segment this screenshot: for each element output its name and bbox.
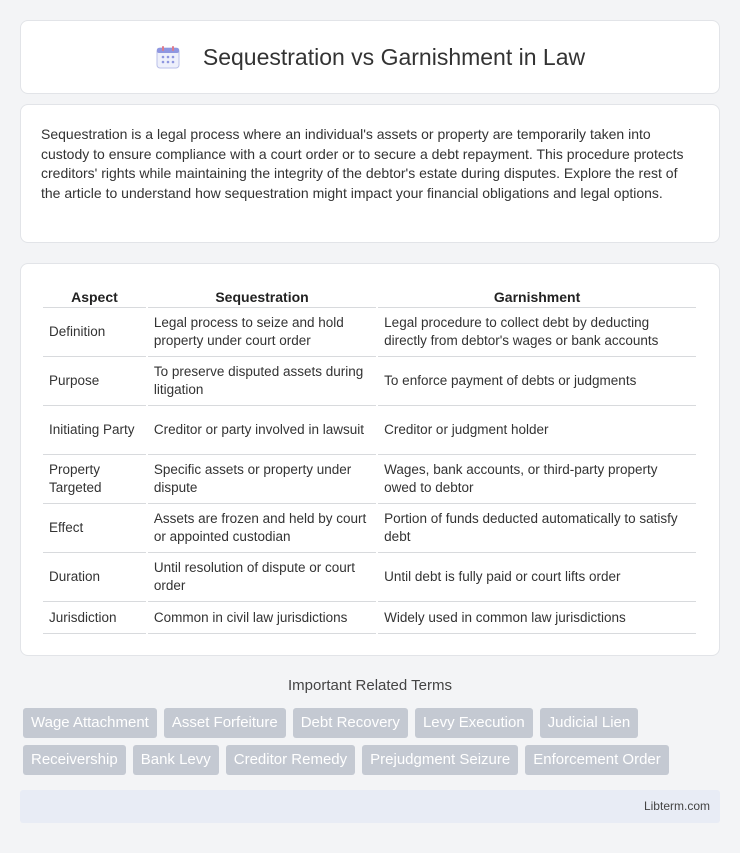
garnishment-cell: Widely used in common law jurisdictions [378,602,696,634]
aspect-cell: Jurisdiction [43,602,146,634]
aspect-cell: Property Targeted [43,455,146,504]
aspect-cell: Initiating Party [43,406,146,455]
table-row [43,455,696,504]
footer [20,790,720,823]
sequestration-cell: Common in civil law jurisdictions [148,602,376,634]
related-terms-title: Important Related Terms [288,677,452,694]
tag-judicial-lien[interactable]: Judicial Lien [540,708,639,738]
header-sequestration: Sequestration [148,284,376,308]
table-row [43,504,696,553]
table-row [43,308,696,357]
sequestration-cell: Creditor or party involved in lawsuit [148,406,376,455]
garnishment-cell: Creditor or judgment holder [378,406,696,455]
calendar-icon [155,44,181,70]
sequestration-cell: To preserve disputed assets during litigation [148,357,376,406]
sequestration-cell: Assets are frozen and held by court or appointed custodian [148,504,376,553]
garnishment-cell: To enforce payment of debts or judgments [378,357,696,406]
garnishment-cell: Legal procedure to collect debt by deducting directly from debtor's wages or bank accounts [378,308,696,357]
page-title: Sequestration vs Garnishment in Law [202,43,586,70]
garnishment-cell: Portion of funds deducted automatically to satisfy debt [378,504,696,553]
aspect-cell: Effect [43,504,146,553]
aspect-cell: Purpose [43,357,146,406]
table-row [43,357,696,406]
comparison-table [41,284,698,634]
aspect-cell: Duration [43,553,146,602]
intro-card [20,104,720,243]
tag-levy-execution[interactable]: Levy Execution [415,708,533,738]
table-row [43,553,696,602]
footer-brand[interactable]: Libterm.com [643,799,710,813]
table-row [43,602,696,634]
tag-receivership[interactable]: Receivership [23,745,126,775]
intro-text: Sequestration is a legal process where an individual's assets or property are temporarily taken into custody to ensure compliance with a court order or to secure a debt repayment. This procedure protects creditors' rights while maintaining the integrity of the debtor's estate during disputes. Explore the rest of the article to understand how sequestration might impact your financial obligations and legal options. [41,126,684,201]
sequestration-cell: Legal process to seize and hold property under court order [148,308,376,357]
tag-bank-levy[interactable]: Bank Levy [133,745,219,775]
header-aspect: Aspect [43,284,146,308]
table-row [43,406,696,455]
tag-asset-forfeiture[interactable]: Asset Forfeiture [164,708,286,738]
title-card [20,20,720,94]
garnishment-cell: Wages, bank accounts, or third-party property owed to debtor [378,455,696,504]
tag-wage-attachment[interactable]: Wage Attachment [23,708,157,738]
tag-creditor-remedy[interactable]: Creditor Remedy [226,745,355,775]
comparison-table-card [20,263,720,656]
tag-enforcement-order[interactable]: Enforcement Order [525,745,669,775]
garnishment-cell: Until debt is fully paid or court lifts order [378,553,696,602]
sequestration-cell: Specific assets or property under dispute [148,455,376,504]
tag-prejudgment-seizure[interactable]: Prejudgment Seizure [362,745,518,775]
sequestration-cell: Until resolution of dispute or court order [148,553,376,602]
related-terms-tags [23,708,723,782]
tag-debt-recovery[interactable]: Debt Recovery [293,708,408,738]
header-garnishment: Garnishment [378,284,696,308]
aspect-cell: Definition [43,308,146,357]
